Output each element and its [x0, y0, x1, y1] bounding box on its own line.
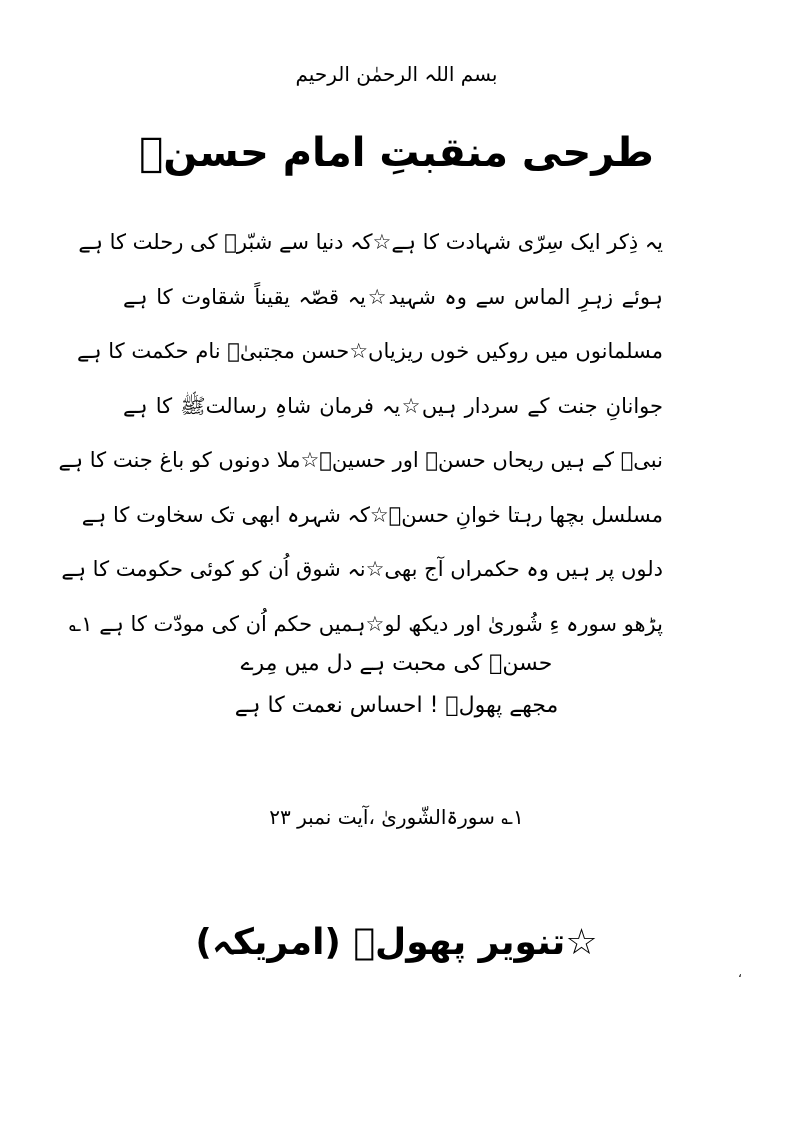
- verse-line: جوانانِ جنت کے سردار ہیں☆یہ فرمان شاہِ رسالتﷺ کا ہے: [123, 393, 663, 418]
- verse-line: پڑھو سورہ ءِ شُوریٰ اور دیکھ لو☆ہمیں حکم اُن کی مودّت کا ہے ۱؎: [68, 611, 663, 636]
- verse-line: یہ ذِکر ایک سِرّی شہادت کا ہے☆کہ دنیا سے شبّرؑ کی رحلت کا ہے: [78, 230, 663, 254]
- closing-line: مجھے پھولؔ ! احساس نعمت کا ہے: [234, 693, 559, 718]
- closing-line: حسنؑ کی محبت ہے دل میں مِرے: [240, 651, 553, 676]
- verse-line: نبیﷺ کے ہیں ریحاں حسنؑ اور حسینؑ☆ملا دونوں کو باغ جنت کا ہے: [58, 448, 663, 472]
- stray-mark: ،: [738, 966, 742, 980]
- poet-signature: ☆تنویر پھولؔ (امریکہ): [195, 922, 598, 963]
- verse-line: مسلمانوں میں روکیں خوں ریزیاں☆حسن مجتبیٰؑ نام حکمت کا ہے: [76, 339, 663, 363]
- verse-line: دلوں پر ہیں وہ حکمراں آج بھی☆نہ شوق اُن کو کوئی حکومت کا ہے: [61, 557, 663, 581]
- verse-line: مسلسل بچھا رہتا خوانِ حسنؑ☆کہ شہرہ ابھی تک سخاوت کا ہے: [81, 502, 663, 527]
- footnote: ۱؎ سورۃالشّوریٰ ،آیت نمبر ۲۳: [269, 805, 524, 829]
- poem-verses: [58, 222, 663, 658]
- bismillah-heading: بسم اللہ الرحمٰن الرحیم: [295, 62, 498, 86]
- verse-line: ہوئے زہرِ الماس سے وہ شہید☆یہ قصّہ یقیناً شقاوت کا ہے: [123, 284, 663, 309]
- poem-title: طرحی منقبتِ امام حسنؑ: [139, 130, 654, 176]
- closing-couplet: [0, 644, 793, 728]
